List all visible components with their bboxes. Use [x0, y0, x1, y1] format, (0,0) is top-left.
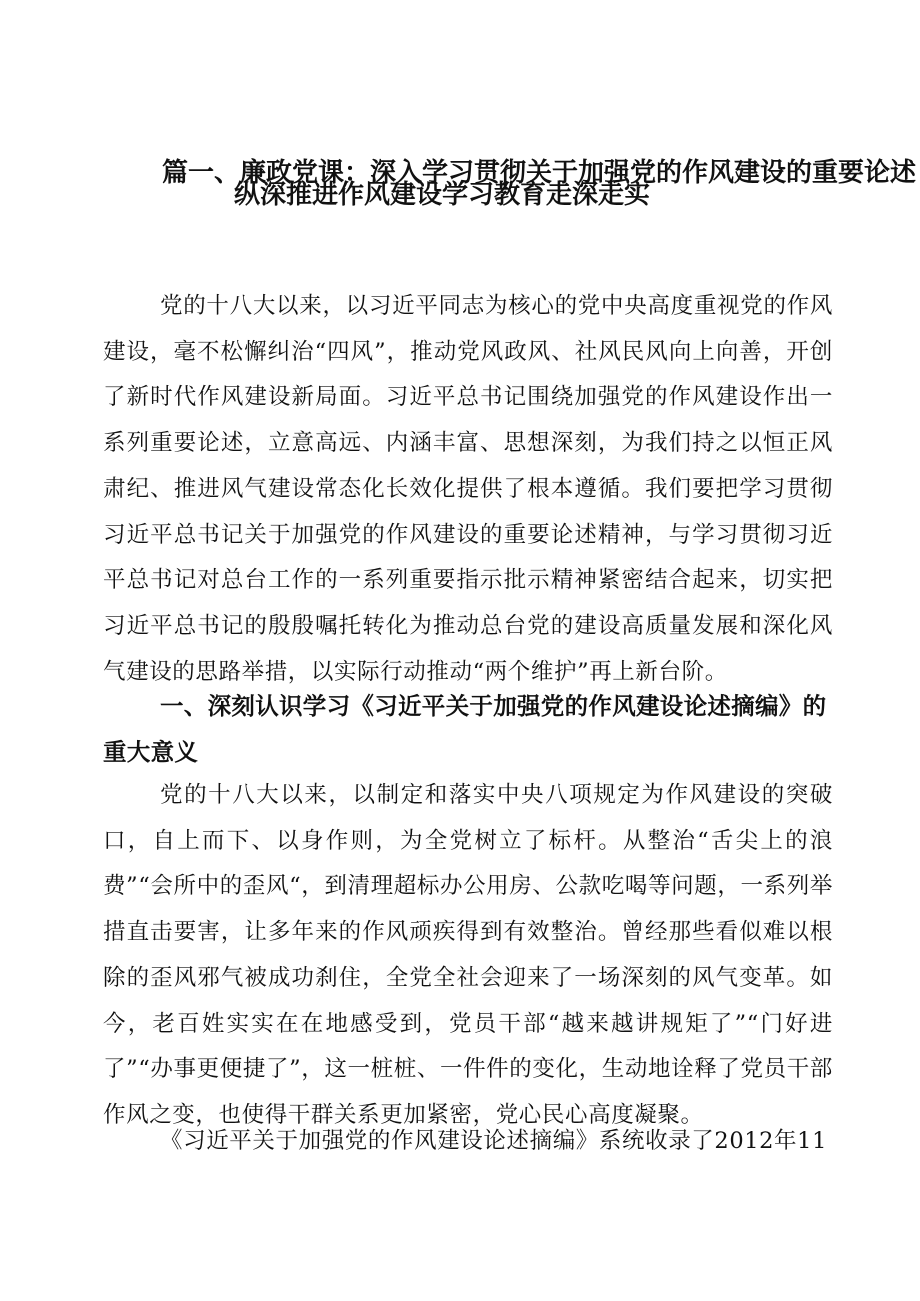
section1-paragraph-continued: 《习近平关于加强党的作风建设论述摘编》系统收录了2012年11 — [160, 1128, 827, 1154]
section1-paragraph: 党的十八大以来，以制定和落实中央八项规定为作风建设的突破口，自上而下、以身作则，为全党树立了标杆。从整治“舌尖上的浪费”“会所中的歪风“，到清理超标办公用房、公款吃喝等问题，一系列举措直击要害，让多年来的作风顽疾得到有效整治。曾经那些看似难以根除的歪风邪气被成功刹住，全党全社会迎来了一场深刻的风气变革。如今，老百姓实实在在地感受到，党员干部“越来越讲规矩了”“门好进了”“办事更便捷了”，这一桩桩、一件件的变化，生动地诠释了党员干部作风之变，也使得干群关系更加紧密，党心民心高度凝聚。 — [103, 782, 833, 1128]
intro-paragraph: 党的十八大以来，以习近平同志为核心的党中央高度重视党的作风建设，毫不松懈纠治“四风”，推动党风政风、社风民风向上向善，开创了新时代作风建设新局面。习近平总书记围绕加强党的作风建设作出一系列重要论述，立意高远、内涵丰富、思想深刻，为我们持之以恒正风肃纪、推进风气建设常态化长效化提供了根本遵循。我们要把学习贯彻习近平总书记关于加强党的作风建设的重要论述精神，与学习贯彻习近平总书记对总台工作的一系列重要指示批示精神紧密结合起来，切实把习近平总书记的殷殷嘱托转化为推动总台党的建设高质量发展和深化风气建设的思路举措，以实际行动推动“两个维护”再上新台阶。 — [103, 293, 833, 685]
section-heading-1: 一、深刻认识学习《习近平关于加强党的作风建设论述摘编》的重大意义 — [103, 692, 827, 766]
document-title-line2: 纵深推进作风建设学习教育走深走实 — [234, 180, 651, 210]
document-title-line1: 篇一、廉政党课：深入学习贯彻关于加强党的作风建设的重要论述 — [162, 158, 917, 188]
